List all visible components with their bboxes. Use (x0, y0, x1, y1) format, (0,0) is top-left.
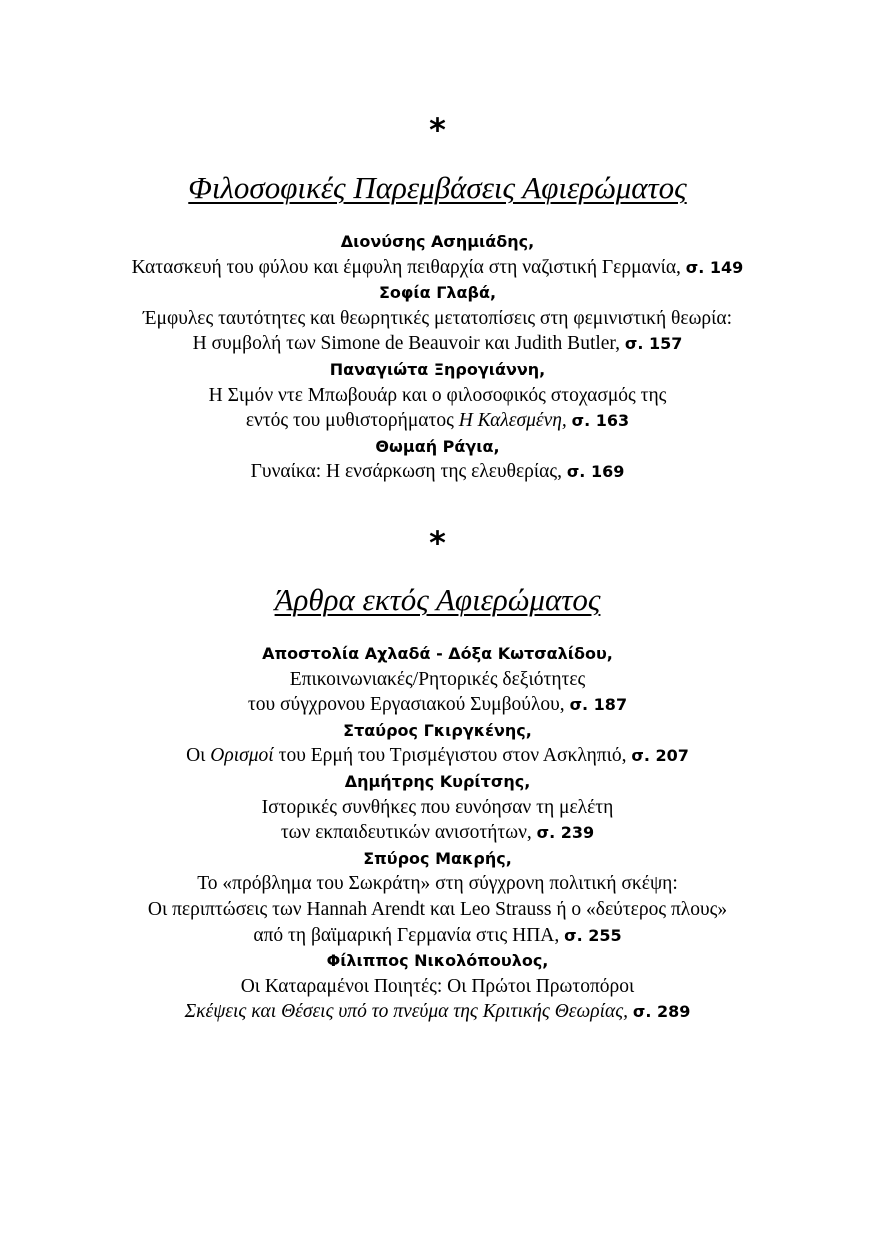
entry-title-line: Έμφυλες ταυτότητες και θεωρητικές μετατοπίσεις στη φεμινιστική θεωρία: (142, 307, 733, 329)
entry-title-line: Ιστορικές συνθήκες που ευνόησαν τη μελέτη (261, 796, 614, 818)
entry-page-number: σ. 289 (632, 1002, 691, 1022)
entry-title-line: Οι Καταραμένοι Ποιητές: Οι Πρώτοι Πρωτοπόροι (240, 975, 635, 997)
entry-page-number: σ. 187 (569, 695, 628, 715)
entry-title-text: από τη βαϊμαρική Γερμανία στις ΗΠΑ, (253, 924, 560, 946)
entry-title-line (0, 255, 875, 281)
entry-author: Σπύρος Μακρής, (363, 848, 512, 868)
section-divider-asterisk: * (429, 524, 446, 562)
entry-author: Σοφία Γλαβά, (378, 283, 497, 303)
entry-title-line: Η Σιμόν ντε Μπωβουάρ και ο φιλοσοφικός στοχασμός της (208, 384, 667, 406)
entry-author: Διονύσης Ασημιάδης, (340, 232, 535, 251)
entry-title-italic: Σκέψεις και Θέσεις υπό το πνεύμα της Κριτικής Θεωρίας, (184, 1001, 629, 1023)
entry-author: Παναγιώτα Ξηρογιάννη, (329, 359, 546, 379)
entry-title-text: Κατασκευή του φύλου και έμφυλη πειθαρχία στη ναζιστική Γερμανία, (131, 256, 681, 278)
section-entries-2 (0, 641, 875, 1025)
section-entries-1 (0, 229, 875, 485)
entry-author: Σταύρος Γκιργκένης, (343, 720, 532, 740)
entry-title-text: του Ερμή του Τρισμέγιστου στον Ασκληπιό, (278, 745, 627, 767)
entry-title-line (0, 459, 875, 485)
entry-title-text: των εκπαιδευτικών ανισοτήτων, (280, 822, 532, 844)
entry-author: Θωμαή Ράγια, (375, 436, 500, 456)
entry-author: Αποστολία Αχλαδά - Δόξα Κωτσαλίδου, (262, 644, 613, 663)
entry-title-text: εντός του μυθιστορήματος (245, 410, 454, 432)
entry-author: Δημήτρης Κυρίτσης, (344, 771, 531, 791)
entry-page-number: σ. 207 (631, 746, 689, 766)
entry-title-line (0, 692, 875, 718)
entry-title-line: Επικοινωνιακές/Ρητορικές δεξιότητες (289, 668, 586, 690)
entry-title-italic: Η Καλεσμένη, (458, 410, 567, 432)
entry-title-line (0, 743, 875, 769)
entry-title-line (0, 820, 875, 846)
entry-title-italic: Ορισμοί (210, 745, 274, 767)
section-divider-asterisk: * (429, 111, 446, 149)
entry-title-prefix: Οι (186, 745, 206, 767)
entry-title-line (0, 331, 875, 357)
entry-title-line (0, 408, 875, 434)
entry-page-number: σ. 157 (624, 334, 683, 354)
entry-title-text: Γυναίκα: Η ενσάρκωση της ελευθερίας, (250, 461, 562, 483)
section-title-articles-outside-tribute: Άρθρα εκτός Αφιερώματος (274, 582, 601, 617)
entry-page-number: σ. 163 (571, 411, 630, 431)
entry-title-line (0, 999, 875, 1025)
entry-author: Φίλιππος Νικολόπουλος, (326, 951, 549, 971)
entry-page-number: σ. 255 (564, 925, 622, 945)
entry-title-line: Το «πρόβλημα του Σωκράτη» στη σύγχρονη πολιτική σκέψη: (197, 873, 678, 895)
entry-title-line: Οι περιπτώσεις των Hannah Arendt και Leo Strauss ή ο «δεύτερος πλους» (147, 898, 728, 920)
entry-page-number: σ. 149 (685, 257, 744, 277)
entry-page-number: σ. 239 (536, 823, 595, 843)
entry-page-number: σ. 169 (566, 462, 625, 482)
entry-title-line (0, 923, 875, 949)
entry-title-text: του σύγχρονου Εργασιακού Συμβούλου, (247, 694, 565, 716)
section-title-philosophical-interventions: Φιλοσοφικές Παρεμβάσεις Αφιερώματος (188, 170, 687, 205)
entry-title-text: Η συμβολή των Simone de Beauvoir και Judith Butler, (192, 333, 621, 355)
